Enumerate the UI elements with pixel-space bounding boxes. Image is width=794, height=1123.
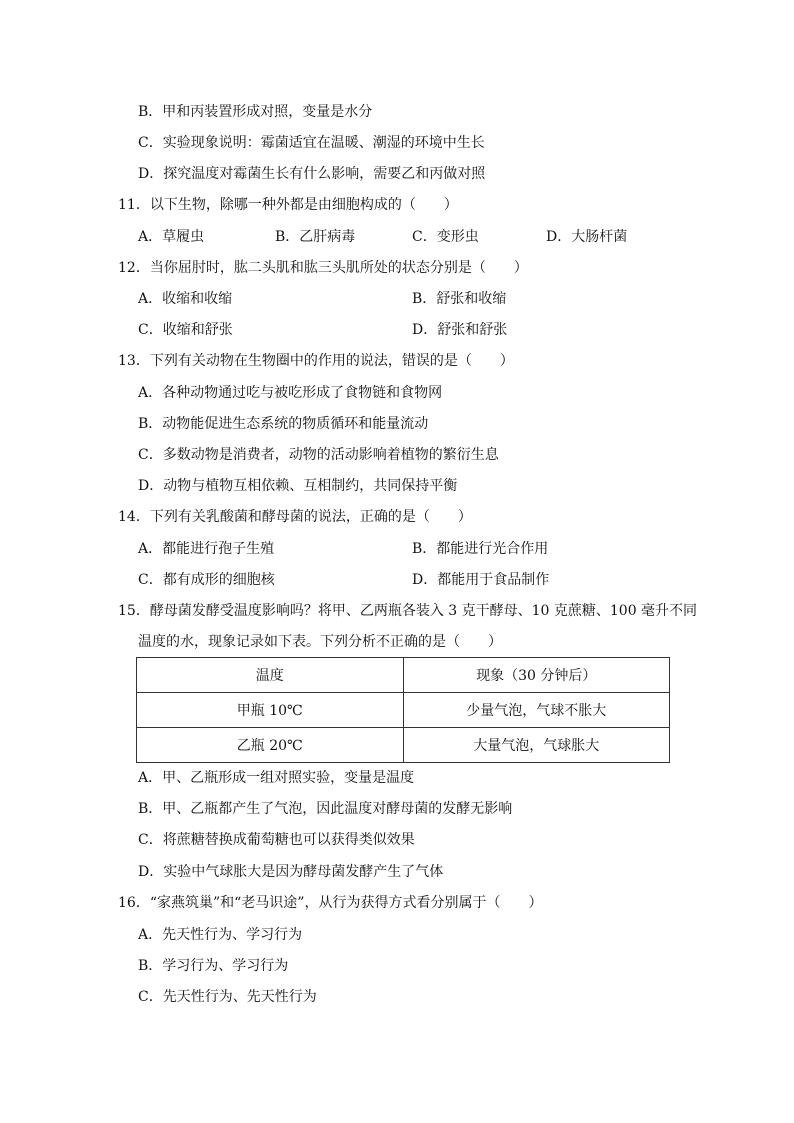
table-row bbox=[137, 693, 670, 728]
q13-option-a: A．各种动物通过吃与被吃形成了食物链和食物网 bbox=[138, 385, 443, 401]
q16-option-b: B．学习行为、学习行为 bbox=[138, 958, 289, 974]
table-cell: 甲瓶 10℃ bbox=[137, 693, 404, 728]
q16-option-c: C．先天性行为、先天性行为 bbox=[138, 989, 317, 1005]
q12-option-b: B．舒张和收缩 bbox=[412, 291, 507, 307]
q14-option-d: D．都能用于食品制作 bbox=[412, 572, 550, 588]
q11-option-b: B．乙肝病毒 bbox=[275, 229, 356, 245]
q11-option-d: D．大肠杆菌 bbox=[546, 229, 628, 245]
q15-stem-line1: 15．酵母菌发酵受温度影响吗？将甲、乙两瓶各装入 3 克干酵母、10 克蔗糖、100 毫升不同 bbox=[118, 603, 698, 619]
q15-stem-line2: 温度的水，现象记录如下表。下列分析不正确的是（ ） bbox=[138, 634, 502, 650]
q16-option-a: A．先天性行为、学习行为 bbox=[138, 927, 303, 943]
table-header-row bbox=[137, 658, 670, 693]
q14-stem: 14．下列有关乳酸菌和酵母菌的说法，正确的是（ ） bbox=[118, 509, 472, 525]
table-header-cell: 温度 bbox=[137, 658, 404, 693]
q16-stem: 16．“家燕筑巢”和“老马识途”，从行为获得方式看分别属于（ ） bbox=[118, 895, 543, 911]
q12-option-d: D．舒张和舒张 bbox=[412, 322, 508, 338]
q13-option-b: B．动物能促进生态系统的物质循环和能量流动 bbox=[138, 416, 429, 432]
q13-option-d: D．动物与植物互相依赖、互相制约，共同保持平衡 bbox=[138, 478, 458, 494]
q12-option-a: A．收缩和收缩 bbox=[138, 291, 233, 307]
q10-option-c: C．实验现象说明：霉菌适宜在温暖、潮湿的环境中生长 bbox=[138, 135, 485, 151]
q13-stem: 13．下列有关动物在生物圈中的作用的说法，错误的是（ ） bbox=[118, 353, 514, 369]
table-cell: 乙瓶 20℃ bbox=[137, 728, 404, 763]
table-cell: 大量气泡，气球胀大 bbox=[403, 728, 670, 763]
q14-option-c: C．都有成形的细胞核 bbox=[138, 572, 275, 588]
q12-stem: 12．当你屈肘时，肱二头肌和肱三头肌所处的状态分别是（ ） bbox=[118, 260, 528, 276]
q11-stem: 11．以下生物，除哪一种外都是由细胞构成的（ ） bbox=[118, 197, 458, 213]
q13-option-c: C．多数动物是消费者，动物的活动影响着植物的繁衍生息 bbox=[138, 447, 499, 463]
q14-option-b: B．都能进行光合作用 bbox=[412, 541, 549, 557]
q15-option-a: A．甲、乙瓶形成一组对照实验，变量是温度 bbox=[138, 770, 415, 786]
table-header-cell: 现象（30 分钟后） bbox=[403, 658, 670, 693]
q15-option-d: D．实验中气球胀大是因为酵母菌发酵产生了气体 bbox=[138, 864, 444, 880]
q14-option-a: A．都能进行孢子生殖 bbox=[138, 541, 275, 557]
table-cell: 少量气泡，气球不胀大 bbox=[403, 693, 670, 728]
q12-option-c: C．收缩和舒张 bbox=[138, 322, 233, 338]
q15-option-c: C．将蔗糖替换成葡萄糖也可以获得类似效果 bbox=[138, 832, 415, 848]
q10-option-d: D．探究温度对霉菌生长有什么影响，需要乙和丙做对照 bbox=[138, 166, 486, 182]
q15-results-table bbox=[136, 657, 670, 763]
table-row bbox=[137, 728, 670, 763]
q15-option-b: B．甲、乙瓶都产生了气泡，因此温度对酵母菌的发酵无影响 bbox=[138, 801, 513, 817]
q11-option-a: A．草履虫 bbox=[138, 229, 205, 245]
q10-option-b: B．甲和丙装置形成对照，变量是水分 bbox=[138, 104, 373, 120]
q11-option-c: C．变形虫 bbox=[412, 229, 479, 245]
